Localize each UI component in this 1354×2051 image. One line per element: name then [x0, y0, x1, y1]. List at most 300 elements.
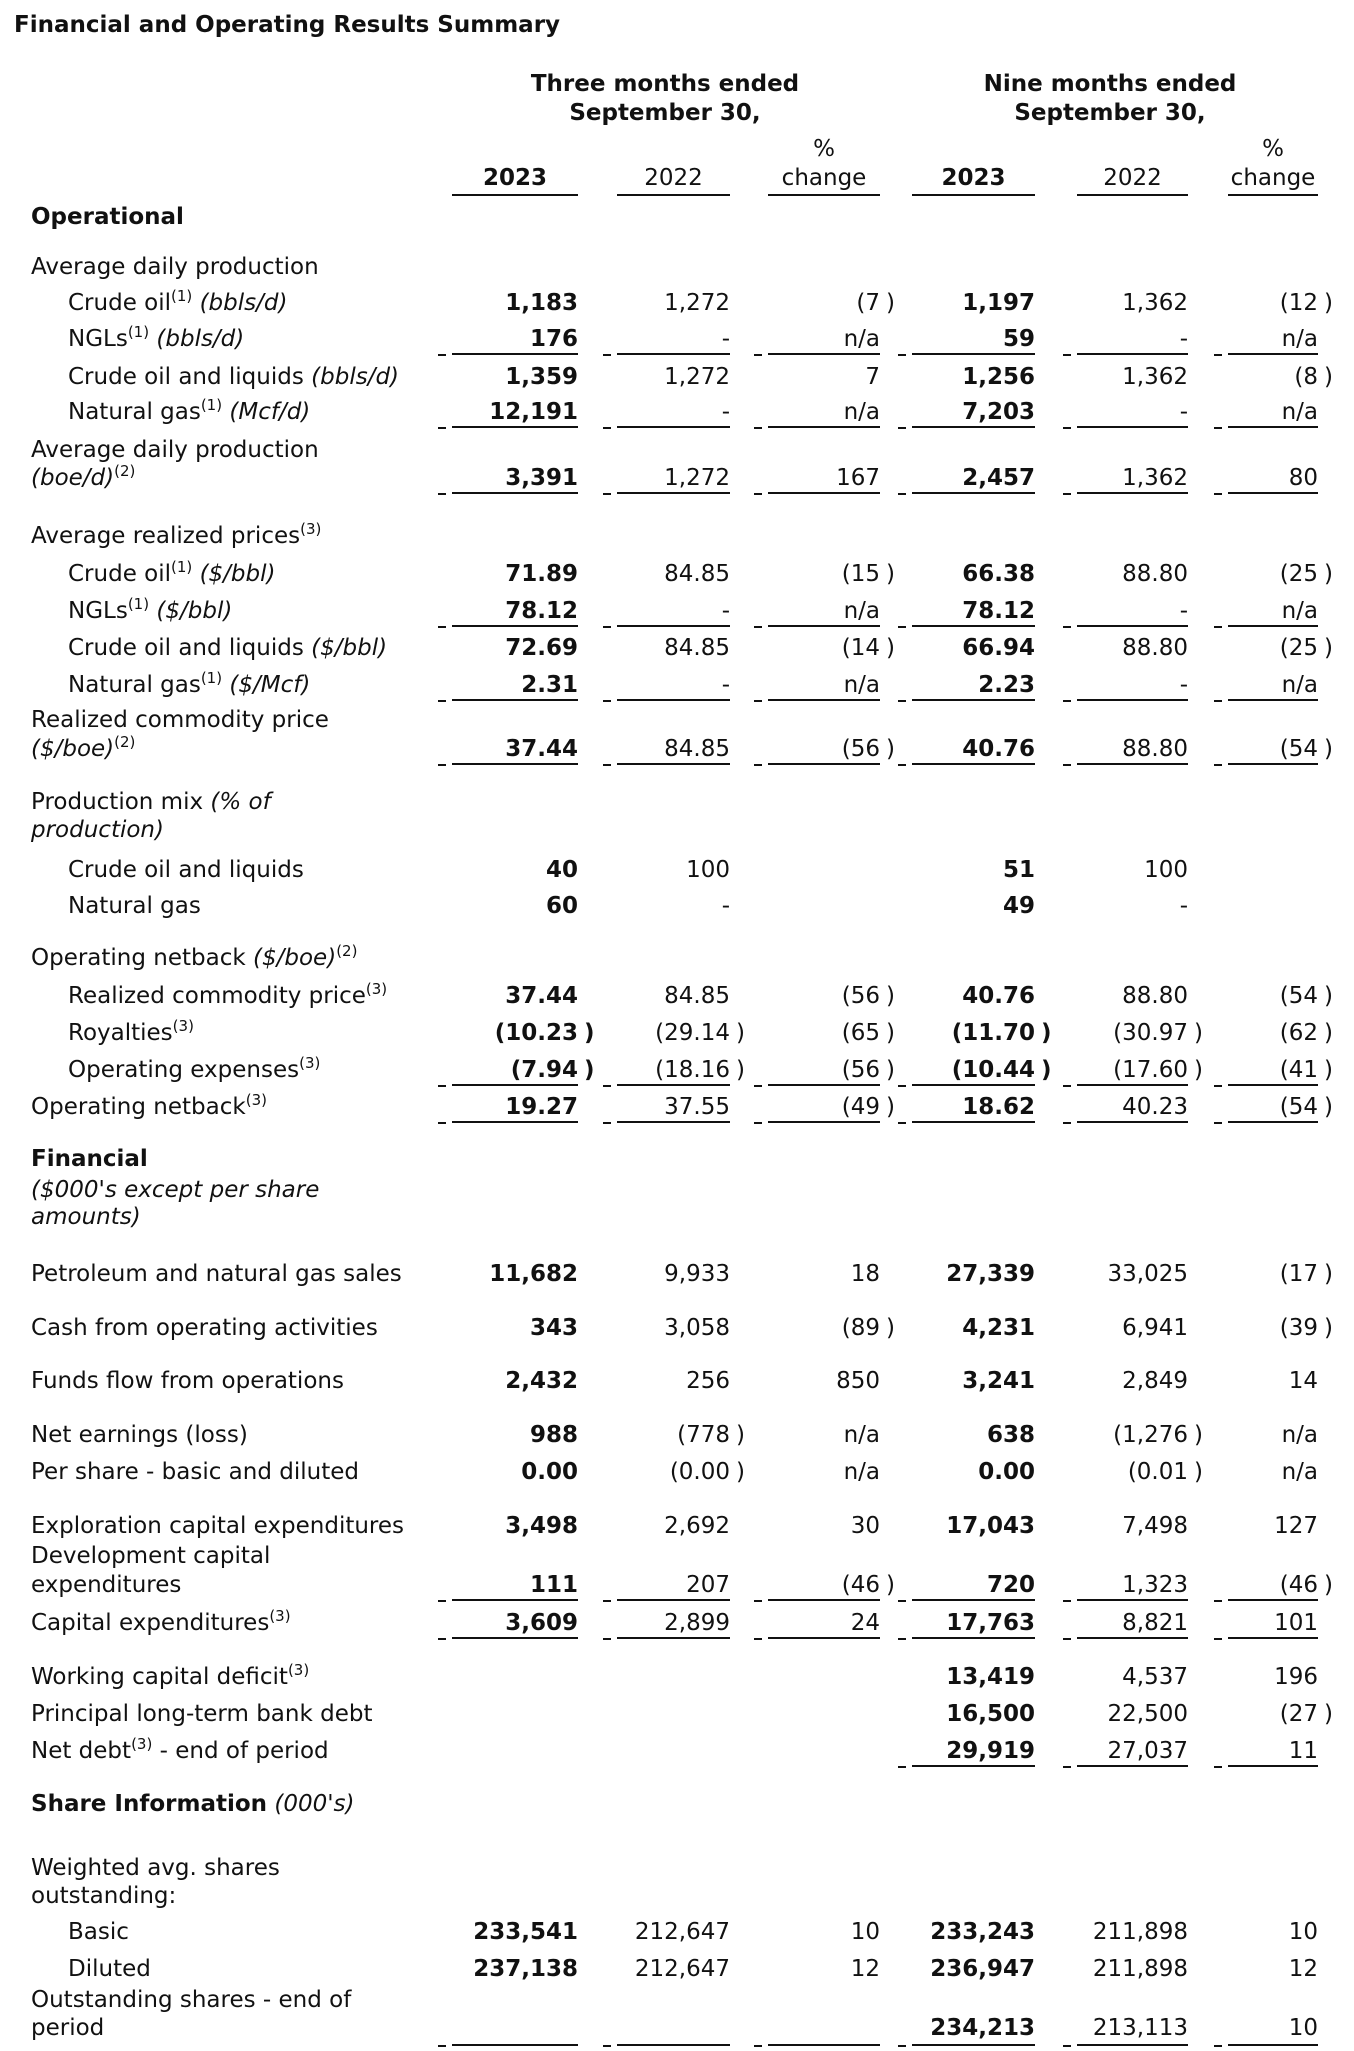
underline-dash: [754, 354, 762, 356]
label-text: Per share - basic and diluted: [31, 1459, 359, 1485]
value-cell: -: [721, 326, 730, 352]
value-cell: (14: [841, 635, 880, 661]
value-cell: 2.31: [521, 672, 578, 698]
value-cell: 12,191: [489, 399, 578, 425]
value-cell: 167: [836, 465, 880, 491]
value-cell: n/a: [1281, 326, 1318, 352]
row-label: [31, 1421, 248, 1449]
col-header-2022-ytd: 2022: [1103, 165, 1162, 191]
underline-dash: [898, 700, 906, 702]
value-cell: n/a: [1281, 672, 1318, 698]
value-cell: 27,037: [1107, 1738, 1188, 1764]
closing-paren: ): [1324, 736, 1333, 762]
value-cell: 0.00: [978, 1459, 1035, 1485]
total-underline: [912, 426, 1035, 428]
footnote-ref: (3): [172, 1017, 194, 1035]
value-cell: 4,537: [1122, 1664, 1188, 1690]
underline-dash: [438, 1085, 446, 1087]
total-underline: [1077, 1637, 1188, 1639]
label-text: Principal long-term bank debt: [31, 1701, 373, 1727]
value-cell: 212,647: [634, 1956, 730, 1982]
value-cell: (17: [1279, 1261, 1318, 1287]
total-underline: [912, 763, 1035, 765]
value-cell: (30.97: [1113, 1020, 1188, 1046]
underline-dash: [754, 700, 762, 702]
underline-dash: [438, 1600, 446, 1602]
closing-paren: ): [1324, 1315, 1333, 1341]
total-underline: [1077, 1084, 1188, 1086]
value-cell: 4,231: [962, 1315, 1035, 1341]
row-label: [68, 398, 310, 426]
label-text: Average realized prices: [31, 523, 301, 549]
value-cell: n/a: [1281, 1422, 1318, 1448]
footnote-ref: (2): [114, 733, 136, 751]
row-label: [68, 982, 387, 1010]
total-underline: [452, 1084, 578, 1086]
footnote-ref: (3): [299, 1054, 321, 1072]
value-cell: n/a: [1281, 399, 1318, 425]
label-text: Crude oil and liquids: [68, 635, 304, 661]
total-underline: [617, 1084, 730, 1086]
value-cell: 1,272: [664, 465, 730, 491]
label-text: Working capital deficit: [31, 1664, 288, 1690]
value-cell: 10: [850, 1919, 880, 1945]
value-cell: n/a: [1281, 1459, 1318, 1485]
label-text: NGLs: [68, 326, 128, 352]
label-text: ($/bbl): [156, 598, 233, 624]
value-cell: 30: [850, 1513, 880, 1539]
underline-dash: [1214, 2045, 1222, 2047]
closing-paren: ): [584, 1020, 595, 1046]
value-cell: 234,213: [930, 2015, 1035, 2041]
total-underline: [912, 1765, 1035, 1767]
label-text: ($/Mcf): [229, 672, 311, 698]
total-underline: [617, 699, 730, 701]
underline-dash: [898, 626, 906, 628]
total-underline: [617, 353, 730, 355]
label-text: (% of: [210, 789, 271, 815]
header-rule: [1228, 194, 1318, 196]
value-cell: 27,339: [946, 1261, 1035, 1287]
label-text: expenditures: [31, 1572, 182, 1598]
row-label: [31, 1260, 402, 1288]
total-underline: [912, 1637, 1035, 1639]
total-underline: [617, 625, 730, 627]
label-text: Diluted: [68, 1956, 151, 1982]
underline-dash: [438, 427, 446, 429]
total-underline: [912, 1599, 1035, 1601]
value-cell: 88.80: [1122, 635, 1188, 661]
value-cell: (7.94: [510, 1057, 578, 1083]
label-text: ($000's except per share: [31, 1177, 320, 1203]
total-underline: [1228, 699, 1318, 701]
row-label: [31, 253, 319, 281]
underline-dash: [898, 493, 906, 495]
underline-dash: [754, 427, 762, 429]
closing-paren: ): [1324, 1020, 1333, 1046]
underline-dash: [898, 764, 906, 766]
row-label: [31, 1093, 267, 1121]
total-underline: [768, 625, 880, 627]
row-label: [31, 1542, 270, 1570]
label-text: Operating netback: [31, 945, 246, 971]
value-cell: 60: [545, 893, 578, 919]
value-cell: 256: [686, 1368, 730, 1394]
value-cell: (29.14: [655, 1020, 730, 1046]
value-cell: 37.44: [505, 983, 578, 1009]
label-text: Outstanding shares - end of: [31, 1987, 352, 2013]
underline-dash: [1063, 354, 1071, 356]
value-cell: 100: [686, 857, 730, 883]
total-underline: [1228, 426, 1318, 428]
col-header-2022-q: 2022: [644, 165, 703, 191]
label-text: Operational: [31, 204, 184, 230]
underline-dash: [1063, 1638, 1071, 1640]
row-label: [31, 1854, 280, 1882]
value-cell: 24: [850, 1610, 880, 1636]
group-label: September 30,: [1014, 100, 1206, 126]
value-cell: 1,362: [1122, 465, 1188, 491]
total-underline: [617, 2044, 730, 2046]
value-cell: -: [1179, 326, 1188, 352]
label-text: period: [31, 2015, 105, 2041]
value-cell: 212,647: [634, 1919, 730, 1945]
label-text: Operating netback: [31, 1094, 246, 1120]
row-label: [68, 856, 304, 884]
row-label: [31, 464, 135, 492]
row-label: [31, 1458, 359, 1486]
row-label: [68, 671, 310, 699]
label-text: Financial: [31, 1146, 148, 1172]
label-text: ($/boe): [253, 945, 337, 971]
value-cell: 850: [836, 1368, 880, 1394]
value-cell: (54: [1279, 983, 1318, 1009]
underline-dash: [603, 1600, 611, 1602]
value-cell: n/a: [843, 326, 880, 352]
col-header-2023-q: 2023: [482, 165, 547, 191]
value-cell: 40.76: [962, 983, 1035, 1009]
section-heading: [31, 1145, 148, 1173]
value-cell: 18: [850, 1261, 880, 1287]
underline-dash: [1214, 1638, 1222, 1640]
value-cell: 1,323: [1122, 1572, 1188, 1598]
total-underline: [1228, 492, 1318, 494]
value-cell: (10.44: [951, 1057, 1035, 1083]
total-underline: [912, 1121, 1035, 1123]
closing-paren: ): [1041, 1020, 1052, 1046]
value-cell: (778: [677, 1422, 730, 1448]
total-underline: [452, 1637, 578, 1639]
value-cell: (46: [1279, 1572, 1318, 1598]
closing-paren: ): [584, 1057, 595, 1083]
total-underline: [1228, 1599, 1318, 1601]
value-cell: 18.62: [962, 1094, 1035, 1120]
label-text: Average daily production: [31, 437, 319, 463]
value-cell: 343: [529, 1315, 578, 1341]
total-underline: [452, 763, 578, 765]
underline-dash: [438, 626, 446, 628]
label-text: amounts): [31, 1204, 141, 1230]
label-text: Natural gas: [68, 893, 201, 919]
underline-dash: [603, 764, 611, 766]
label-text: NGLs: [68, 598, 128, 624]
value-cell: 10: [1288, 1919, 1318, 1945]
value-cell: n/a: [843, 399, 880, 425]
underline-dash: [1063, 493, 1071, 495]
closing-paren: ): [1194, 1459, 1203, 1485]
underline-dash: [1063, 1085, 1071, 1087]
group-label: Nine months ended: [983, 71, 1237, 97]
closing-paren: ): [1194, 1422, 1203, 1448]
value-cell: 100: [1144, 857, 1188, 883]
underline-dash: [754, 1638, 762, 1640]
row-label: [31, 735, 135, 763]
row-label: [31, 1663, 309, 1691]
underline-dash: [438, 700, 446, 702]
row-label: [31, 1367, 344, 1395]
total-underline: [912, 492, 1035, 494]
label-text: (boe/d): [31, 465, 115, 491]
closing-paren: ): [886, 561, 895, 587]
value-cell: (25: [1279, 635, 1318, 661]
label-text: Share Information: [31, 1791, 268, 1817]
total-underline: [617, 1121, 730, 1123]
label-text: Realized commodity price: [68, 983, 366, 1009]
row-label: [31, 816, 164, 844]
footnote-ref: (3): [245, 1091, 267, 1109]
value-cell: 3,241: [962, 1368, 1035, 1394]
value-cell: (54: [1279, 736, 1318, 762]
label-text: Realized commodity price: [31, 707, 329, 733]
underline-dash: [754, 764, 762, 766]
value-cell: 40.76: [962, 736, 1035, 762]
underline-dash: [754, 1085, 762, 1087]
value-cell: (1,276: [1113, 1422, 1188, 1448]
closing-paren: ): [1324, 1572, 1333, 1598]
row-label: [68, 363, 399, 391]
underline-dash: [898, 1766, 906, 1768]
value-cell: n/a: [843, 1422, 880, 1448]
value-cell: 0.00: [521, 1459, 578, 1485]
value-cell: 66.94: [962, 635, 1035, 661]
row-label: [31, 1512, 404, 1540]
value-cell: 207: [686, 1572, 730, 1598]
value-cell: 78.12: [505, 598, 578, 624]
row-label: [31, 706, 329, 734]
label-text: Net debt: [31, 1738, 132, 1764]
row-label: [31, 1203, 141, 1231]
underline-dash: [898, 1085, 906, 1087]
closing-paren: ): [886, 983, 895, 1009]
underline-dash: [1063, 626, 1071, 628]
value-cell: 213,113: [1092, 2015, 1188, 2041]
value-cell: (0.01: [1127, 1459, 1188, 1485]
total-underline: [1077, 1599, 1188, 1601]
label-text: [192, 290, 199, 316]
total-underline: [1228, 625, 1318, 627]
value-cell: -: [1179, 399, 1188, 425]
value-cell: (41: [1279, 1057, 1318, 1083]
total-underline: [768, 1599, 880, 1601]
value-cell: 3,498: [505, 1513, 578, 1539]
row-label: [31, 2014, 104, 2042]
value-cell: 22,500: [1107, 1701, 1188, 1727]
value-cell: 2,692: [664, 1513, 730, 1539]
footnote-ref: (3): [365, 980, 388, 998]
value-cell: 84.85: [664, 561, 730, 587]
row-label: [31, 1882, 176, 1910]
header-rule: [617, 194, 730, 196]
value-cell: 13,419: [946, 1664, 1035, 1690]
label-text: Natural gas: [68, 672, 201, 698]
total-underline: [1228, 2044, 1318, 2046]
closing-paren: ): [1324, 561, 1333, 587]
row-label: [31, 1986, 351, 2014]
footnote-ref: (1): [200, 396, 223, 414]
pct-label: %: [1262, 136, 1284, 162]
value-cell: (49: [841, 1094, 880, 1120]
value-cell: 2,457: [962, 465, 1035, 491]
footnote-ref: (3): [269, 1607, 291, 1625]
closing-paren: ): [886, 290, 895, 316]
label-text: ($/bbl): [199, 561, 276, 587]
footnote-ref: (1): [171, 287, 193, 305]
label-text: Crude oil: [68, 290, 172, 316]
total-underline: [912, 699, 1035, 701]
underline-dash: [1214, 1122, 1222, 1124]
closing-paren: ): [1324, 1701, 1333, 1727]
underline-dash: [898, 1122, 906, 1124]
underline-dash: [438, 1122, 446, 1124]
underline-dash: [603, 493, 611, 495]
underline-dash: [754, 626, 762, 628]
underline-dash: [438, 354, 446, 356]
closing-paren: ): [736, 1057, 745, 1083]
total-underline: [768, 763, 880, 765]
value-cell: 16,500: [946, 1701, 1035, 1727]
value-cell: 111: [529, 1572, 578, 1598]
closing-paren: ): [886, 1020, 895, 1046]
label-text: Crude oil: [68, 561, 172, 587]
value-cell: (18.16: [655, 1057, 730, 1083]
underline-dash: [438, 493, 446, 495]
nine-months-header: [890, 70, 1330, 128]
total-underline: [768, 1084, 880, 1086]
footnote-ref: (1): [200, 669, 223, 687]
row-label: [31, 1176, 319, 1204]
label-text: Basic: [68, 1919, 129, 1945]
underline-dash: [603, 626, 611, 628]
value-cell: (65: [841, 1020, 880, 1046]
row-label: [68, 560, 276, 588]
value-cell: (39: [1279, 1315, 1318, 1341]
closing-paren: ): [1324, 1261, 1333, 1287]
value-cell: 14: [1288, 1368, 1318, 1394]
total-underline: [452, 492, 578, 494]
closing-paren: ): [1324, 1094, 1333, 1120]
header-rule: [912, 194, 1035, 196]
label-text: - end of period: [152, 1738, 329, 1764]
underline-dash: [603, 1122, 611, 1124]
underline-dash: [1063, 1766, 1071, 1768]
total-underline: [1228, 1121, 1318, 1123]
value-cell: -: [1179, 672, 1188, 698]
value-cell: 211,898: [1092, 1956, 1188, 1982]
footnote-ref: (2): [114, 462, 136, 480]
value-cell: (54: [1279, 1094, 1318, 1120]
label-text: Cash from operating activities: [31, 1315, 378, 1341]
underline-dash: [754, 1122, 762, 1124]
total-underline: [912, 2044, 1035, 2046]
value-cell: 196: [1274, 1664, 1318, 1690]
total-underline: [1228, 1084, 1318, 1086]
row-label: [68, 634, 387, 662]
underline-dash: [898, 1600, 906, 1602]
footnote-ref: (1): [171, 558, 193, 576]
value-cell: (8: [1294, 364, 1318, 390]
value-cell: 66.38: [962, 561, 1035, 587]
value-cell: 17,043: [946, 1513, 1035, 1539]
total-underline: [617, 492, 730, 494]
value-cell: 3,391: [505, 465, 578, 491]
value-cell: -: [1179, 893, 1188, 919]
total-underline: [1077, 763, 1188, 765]
value-cell: 237,138: [473, 1956, 578, 1982]
total-underline: [1077, 1765, 1188, 1767]
change-label: change: [781, 165, 867, 191]
total-underline: [912, 625, 1035, 627]
value-cell: -: [721, 672, 730, 698]
underline-dash: [603, 2045, 611, 2047]
underline-dash: [438, 1638, 446, 1640]
pct-label: %: [813, 136, 835, 162]
label-text: Production mix: [31, 789, 204, 815]
underline-dash: [603, 427, 611, 429]
col-header-change-ytd: [1228, 135, 1318, 193]
underline-dash: [754, 1600, 762, 1602]
value-cell: (11.70: [951, 1020, 1035, 1046]
group-label: September 30,: [569, 100, 761, 126]
value-cell: n/a: [843, 1459, 880, 1485]
underline-dash: [1214, 1085, 1222, 1087]
row-label: [68, 892, 201, 920]
value-cell: 1,197: [962, 290, 1035, 316]
value-cell: (89: [841, 1315, 880, 1341]
underline-dash: [1063, 427, 1071, 429]
underline-dash: [1214, 700, 1222, 702]
value-cell: 59: [1002, 326, 1035, 352]
label-text: (bbls/d): [156, 326, 245, 352]
total-underline: [1228, 353, 1318, 355]
total-underline: [617, 1637, 730, 1639]
label-text: Net earnings (loss): [31, 1422, 248, 1448]
total-underline: [617, 763, 730, 765]
underline-dash: [603, 700, 611, 702]
value-cell: 40.23: [1122, 1094, 1188, 1120]
three-months-header: [440, 70, 890, 128]
value-cell: 11: [1288, 1738, 1318, 1764]
underline-dash: [754, 2045, 762, 2047]
value-cell: 6,941: [1122, 1315, 1188, 1341]
header-rule: [452, 194, 578, 196]
row-label: [31, 788, 271, 816]
closing-paren: ): [886, 736, 895, 762]
value-cell: 1,272: [664, 290, 730, 316]
label-text: ($/boe): [31, 736, 115, 762]
closing-paren: ): [886, 1315, 895, 1341]
value-cell: 211,898: [1092, 1919, 1188, 1945]
value-cell: 1,256: [962, 364, 1035, 390]
